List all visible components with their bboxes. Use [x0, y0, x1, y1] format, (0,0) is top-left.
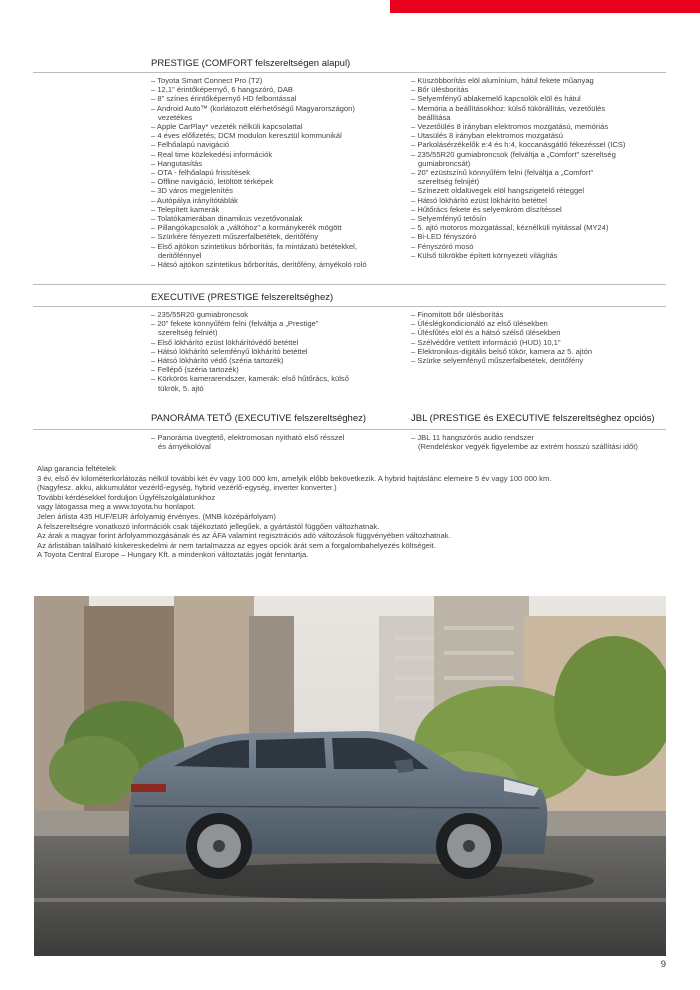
list-item: – Elektronikus-digitális belső tükör, kamera az 5. ajtón	[411, 346, 593, 356]
list-item: – 235/55R20 gumiabroncsok (felváltja a „Comfort" szereltség	[411, 149, 616, 159]
executive-title: EXECUTIVE (PRESTIGE felszereltséghez)	[151, 292, 334, 303]
list-item: – 8" színes érintőképernyő HD felbontással	[151, 94, 297, 104]
list-item: – OTA - felhőalapú frissítések	[151, 168, 251, 178]
list-item: – 5. ajtó motoros mozgatással, kéznélküli nyitással (MY24)	[411, 223, 609, 233]
executive-left-list	[151, 310, 411, 393]
list-item: vezetékes	[158, 112, 193, 122]
list-item: Jelen árlista 435 HUF/EUR árfolyamig érvényes. (MNB középárfolyam)	[37, 511, 276, 521]
list-item: 3 év, első év kilométerkorlátozás nélkül további két év vagy 100 000 km, amelyik előbb bekövetkezik. A hybrid hajtáslánc elemeire 5 év vagy 100 000 km.	[37, 473, 552, 483]
accent-bar	[390, 0, 700, 13]
divider	[33, 429, 666, 430]
divider	[33, 306, 666, 307]
list-item: – Panoráma üvegtető, elektromosan nyitható első résszel	[151, 433, 345, 442]
jbl-title: JBL (PRESTIGE és EXECUTIVE felszereltséghez opciós)	[411, 413, 655, 424]
list-item: – Színezett oldalüvegek elöl hangszigetelő réteggel	[411, 186, 585, 196]
prestige-title: PRESTIGE (COMFORT felszereltségen alapul)	[151, 58, 351, 69]
list-item: – Pillangókapcsolók a „váltóhoz" a kormánykerék mögött	[151, 223, 342, 233]
list-item: és árnyékolóval	[158, 442, 211, 452]
list-item: Alap garancia feltételek	[37, 464, 116, 473]
list-item: – Hűtőrács fekete és selyemkróm díszítéssel	[411, 204, 562, 214]
list-item: – Küszöbborítás elöl alumínium, hátul fekete műanyag	[411, 76, 594, 85]
list-item: – Vezetőülés 8 irányban elektromos mozgatású, memóriás	[411, 122, 609, 132]
list-item: – Parkolásérzékelők e:4 és h:4, koccanásgátló fékezéssel (ICS)	[411, 140, 626, 150]
list-item: – Bőr ülésborítás	[411, 85, 469, 95]
list-item: – 4 éves előfizetés; DCM modulon keresztül kommunikál	[151, 131, 342, 141]
divider	[33, 284, 666, 285]
list-item: – Külső tükrökbe épített környezeti világítás	[411, 250, 558, 260]
list-item: – Üléslégkondicionáló az első ülésekben	[411, 319, 548, 329]
list-item: – Fényszóró mosó	[411, 241, 474, 251]
options-section	[33, 409, 666, 451]
list-item: gumiabroncsát)	[418, 158, 471, 168]
list-item: Az árlistában található kiskereskedelmi ár nem tartalmazza az egyes opciók árát sem a forgalombahelyezés költségeit.	[37, 540, 436, 550]
list-item: – Szürkére fényezett műszerfalbetétek, deritőfény	[151, 232, 319, 242]
list-item: – Hangutasítás	[151, 158, 203, 168]
list-item: – Körkörös kamerarendszer, kamerák: első hűtőrács, külső	[151, 374, 349, 384]
list-item: – 20" fekete könnyűfém felni (felváltja a „Prestige"	[151, 319, 319, 329]
list-item: – Szélvédőre vetített információ (HUD) 10,1"	[411, 337, 561, 347]
list-item: Az árak a magyar forint árfolyammozgásának és az ÁFA valamint regisztrációs adó változások függvényében változhatnak.	[37, 531, 451, 541]
list-item: (Nagyfesz. akku, akkumulátor vezérlő-egység, hybrid vezérlő-egység, inverter konverter.)	[37, 483, 337, 493]
jbl-list	[411, 433, 666, 451]
list-item: – Memória a beállításokhoz: külső tükörállítás, vezetőülés	[411, 103, 606, 113]
list-item: – Szürke selyemfényű műszerfalbetétek, deritőfény	[411, 356, 584, 366]
list-item: (Rendeléskor vegyék figyelembe az extrém hosszú szállítási időt)	[418, 442, 638, 452]
list-item: A felszereltségre vonatkozó információk csak tájékoztató jellegűek, a gyártástól függően változhatnak.	[37, 521, 380, 531]
list-item: – Offline navigáció, letöltött térképek	[151, 177, 274, 187]
list-item: – Toyota Smart Connect Pro (T2)	[151, 76, 263, 85]
executive-right-list	[411, 310, 666, 393]
panorama-title: PANORÁMA TETŐ (EXECUTIVE felszereltséghez)	[151, 413, 367, 424]
list-item: – Finomított bőr ülésborítás	[411, 310, 504, 319]
list-item: – Hátsó lökhárító védő (széria tartozék)	[151, 356, 284, 366]
list-item: – Ülésfűtés elöl és a hátsó szélső ülésekben	[411, 328, 561, 338]
list-item: – 235/55R20 gumiabroncsok	[151, 310, 249, 319]
list-item: – JBL 11 hangszórós audio rendszer	[411, 433, 534, 442]
list-item: tükrök, 5. ajtó	[158, 383, 204, 393]
list-item: – 3D város megjelenítés	[151, 186, 233, 196]
panorama-list	[151, 433, 411, 451]
list-item: – Fellépő (széria tartozék)	[151, 365, 239, 375]
prestige-right-list	[411, 76, 666, 269]
list-item: – 20" ezüstszínű könnyűfém felni (felváltja a „Comfort"	[411, 168, 594, 178]
list-item: – Real time közlekedési információk	[151, 149, 273, 159]
list-item: A Toyota Central Europe – Hungary Kft. a mindenkori változtatás jogát fenntartja.	[37, 550, 309, 560]
list-item: – Első lökhárító ezüst lökhárítóvédő betéttel	[151, 337, 299, 347]
car-photo	[34, 596, 666, 956]
list-item: – Tolatókamerában dinamikus vezetővonalak	[151, 214, 303, 224]
list-item: – Autópálya irányítótáblák	[151, 195, 238, 205]
list-item: szereltség felniét)	[158, 328, 218, 338]
list-item: – Android Auto™ (korlátozott elérhetőségű Magyarországon)	[151, 103, 355, 113]
footnotes	[37, 464, 667, 560]
divider	[33, 72, 666, 73]
list-item: – Selyemfényű ablakemelő kapcsolók elöl és hátul	[411, 94, 581, 104]
list-item: További kérdésekkel forduljon Ügyfélszolgálatunkhoz	[37, 492, 216, 502]
page-number: 9	[660, 959, 666, 970]
list-item: – 12,1" érintőképernyő, 6 hangszóró, DAB	[151, 85, 294, 95]
prestige-left-list	[151, 76, 411, 269]
list-item: – Telepített kamerák	[151, 204, 220, 214]
list-item: deritőfénnyel	[158, 250, 202, 260]
prestige-section	[33, 56, 666, 269]
list-item: vagy látogassa meg a www.toyota.hu honlapot.	[37, 502, 196, 512]
list-item: – Apple CarPlay* vezeték nélküli kapcsolattal	[151, 122, 303, 132]
list-item: beállítása	[418, 112, 451, 122]
list-item: – Első ajtókon szintetikus bőrborítás, fa mintázatú betétekkel,	[151, 241, 357, 251]
list-item: – Selyemfényű tetősín	[411, 214, 487, 224]
list-item: – Hátsó ajtókon szintetikus bőrborítás, deritőfény, árnyékoló roló	[151, 260, 367, 270]
list-item: – Bi-LED fényszóró	[411, 232, 477, 242]
list-item: – Hátsó lökhárító ezüst lökhárító betéttel	[411, 195, 547, 205]
list-item: – Felhőalapú navigáció	[151, 140, 230, 150]
list-item: szereltség felnijét)	[418, 177, 480, 187]
executive-section	[33, 284, 666, 393]
list-item: – Hátsó lökhárító selemfényű lökhárító betéttel	[151, 346, 308, 356]
list-item: – Utasülés 8 irányban elektromos mozgatású	[411, 131, 563, 141]
